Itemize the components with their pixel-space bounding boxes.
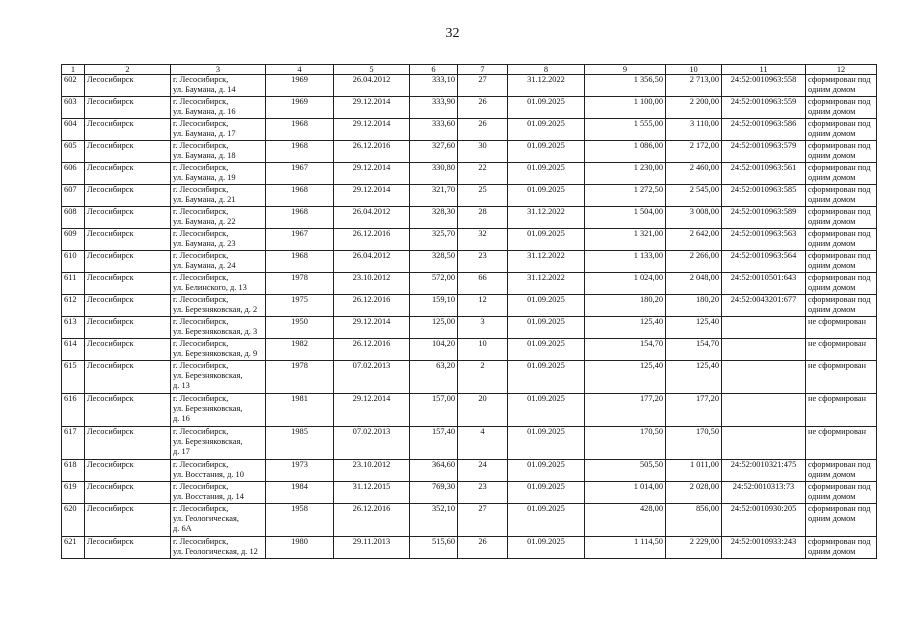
cell-col-8: 01.09.2025 [508,317,585,339]
cell-col-6: 325,70 [410,229,458,251]
cell-col-2: Лесосибирск [85,141,171,163]
cell-col-2: Лесосибирск [85,537,171,559]
cell-col-4: 1958 [266,504,334,537]
cell-col-10: 177,20 [666,394,722,427]
cell-col-2: Лесосибирск [85,394,171,427]
cell-col-8: 31.12.2022 [508,207,585,229]
cell-col-4: 1980 [266,537,334,559]
table-row [62,482,877,504]
cell-col-7: 27 [458,75,508,97]
cell-col-1: 612 [62,295,85,317]
cell-col-6: 327,60 [410,141,458,163]
cell-col-2: Лесосибирск [85,185,171,207]
cell-col-4: 1968 [266,207,334,229]
cell-col-8: 01.09.2025 [508,482,585,504]
cell-col-5: 29.12.2014 [334,119,410,141]
cell-col-10: 2 172,00 [666,141,722,163]
cell-col-12: сформирован под одним домом [806,207,877,229]
cell-col-12: сформирован под одним домом [806,504,877,537]
cell-col-4: 1981 [266,394,334,427]
cell-col-7: 22 [458,163,508,185]
table-row [62,273,877,295]
cell-col-10: 2 266,00 [666,251,722,273]
cell-col-1: 604 [62,119,85,141]
cell-col-8: 01.09.2025 [508,163,585,185]
cell-col-6: 125,00 [410,317,458,339]
cell-col-7: 23 [458,251,508,273]
cell-col-10: 170,50 [666,427,722,460]
cell-col-4: 1968 [266,185,334,207]
column-header-3: 3 [171,65,266,75]
cell-col-4: 1967 [266,163,334,185]
cell-col-4: 1984 [266,482,334,504]
cell-col-8: 01.09.2025 [508,394,585,427]
cell-col-5: 26.04.2012 [334,251,410,273]
page-number: 32 [445,26,460,41]
cell-col-11: 24:52:0010933:243 [722,537,806,559]
cell-col-7: 28 [458,207,508,229]
cell-col-7: 2 [458,361,508,394]
cell-col-6: 572,00 [410,273,458,295]
column-header-1: 1 [62,65,85,75]
cell-col-1: 611 [62,273,85,295]
cell-col-7: 23 [458,482,508,504]
cell-col-2: Лесосибирск [85,207,171,229]
cell-col-7: 32 [458,229,508,251]
cell-col-8: 01.09.2025 [508,141,585,163]
cell-col-8: 01.09.2025 [508,185,585,207]
cell-col-8: 31.12.2022 [508,273,585,295]
cell-col-3: г. Лесосибирск, ул. Березняковская, д. 9 [171,339,266,361]
cell-col-10: 154,70 [666,339,722,361]
cell-col-5: 07.02.2013 [334,427,410,460]
cell-col-12: сформирован под одним домом [806,185,877,207]
column-header-12: 12 [806,65,877,75]
cell-col-8: 01.09.2025 [508,537,585,559]
cell-col-12: не сформирован [806,394,877,427]
cell-col-12: сформирован под одним домом [806,141,877,163]
cell-col-12: сформирован под одним домом [806,75,877,97]
cell-col-9: 180,20 [585,295,666,317]
cell-col-5: 29.12.2014 [334,97,410,119]
cell-col-10: 125,40 [666,361,722,394]
cell-col-8: 01.09.2025 [508,295,585,317]
cell-col-4: 1982 [266,339,334,361]
cell-col-10: 2 460,00 [666,163,722,185]
cell-col-6: 333,60 [410,119,458,141]
cell-col-3: г. Лесосибирск, ул. Баумана, д. 21 [171,185,266,207]
cell-col-5: 29.11.2013 [334,537,410,559]
table-row [62,504,877,537]
column-header-9: 9 [585,65,666,75]
cell-col-10: 2 642,00 [666,229,722,251]
cell-col-10: 2 028,00 [666,482,722,504]
cell-col-1: 617 [62,427,85,460]
cell-col-12: сформирован под одним домом [806,229,877,251]
cell-col-6: 769,30 [410,482,458,504]
cell-col-5: 26.12.2016 [334,295,410,317]
cell-col-10: 2 229,00 [666,537,722,559]
column-header-7: 7 [458,65,508,75]
cell-col-7: 3 [458,317,508,339]
cell-col-7: 26 [458,537,508,559]
cell-col-5: 26.12.2016 [334,229,410,251]
cell-col-12: сформирован под одним домом [806,163,877,185]
cell-col-6: 330,80 [410,163,458,185]
cell-col-12: сформирован под одним домом [806,251,877,273]
cell-col-4: 1967 [266,229,334,251]
cell-col-9: 1 024,00 [585,273,666,295]
cell-col-2: Лесосибирск [85,163,171,185]
cell-col-3: г. Лесосибирск, ул. Березняковская, д. 16 [171,394,266,427]
cell-col-5: 26.12.2016 [334,141,410,163]
cell-col-2: Лесосибирск [85,251,171,273]
cell-col-9: 1 555,00 [585,119,666,141]
cell-col-10: 125,40 [666,317,722,339]
cell-col-3: г. Лесосибирск, ул. Баумана, д. 17 [171,119,266,141]
cell-col-10: 856,00 [666,504,722,537]
cell-col-8: 01.09.2025 [508,229,585,251]
cell-col-4: 1985 [266,427,334,460]
table-row [62,361,877,394]
table-row [62,394,877,427]
table-row [62,207,877,229]
cell-col-11: 24:52:0010501:643 [722,273,806,295]
cell-col-4: 1968 [266,251,334,273]
cell-col-4: 1975 [266,295,334,317]
column-header-5: 5 [334,65,410,75]
cell-col-3: г. Лесосибирск, ул. Баумана, д. 23 [171,229,266,251]
cell-col-9: 1 014,00 [585,482,666,504]
table-row [62,427,877,460]
cell-col-10: 1 011,00 [666,460,722,482]
cell-col-7: 30 [458,141,508,163]
cell-col-6: 364,60 [410,460,458,482]
table-row [62,97,877,119]
table-row [62,317,877,339]
cell-col-11: 24:52:0010313:73 [722,482,806,504]
cell-col-9: 154,70 [585,339,666,361]
cell-col-3: г. Лесосибирск, ул. Баумана, д. 19 [171,163,266,185]
cell-col-12: сформирован под одним домом [806,460,877,482]
cell-col-5: 29.12.2014 [334,317,410,339]
cell-col-5: 23.10.2012 [334,460,410,482]
cell-col-4: 1973 [266,460,334,482]
cell-col-5: 29.12.2014 [334,185,410,207]
cell-col-8: 31.12.2022 [508,75,585,97]
cell-col-10: 2 545,00 [666,185,722,207]
cell-col-9: 1 133,00 [585,251,666,273]
cell-col-7: 20 [458,394,508,427]
cell-col-9: 177,20 [585,394,666,427]
cell-col-5: 26.04.2012 [334,207,410,229]
cell-col-11: 24:52:0010963:585 [722,185,806,207]
cell-col-12: сформирован под одним домом [806,273,877,295]
cell-col-1: 613 [62,317,85,339]
cell-col-12: не сформирован [806,339,877,361]
cell-col-11 [722,394,806,427]
cell-col-2: Лесосибирск [85,361,171,394]
cell-col-2: Лесосибирск [85,339,171,361]
cell-col-8: 31.12.2022 [508,251,585,273]
cell-col-2: Лесосибирск [85,75,171,97]
cell-col-12: сформирован под одним домом [806,482,877,504]
housing-register-table [61,64,877,559]
cell-col-11: 24:52:0010963:558 [722,75,806,97]
cell-col-11 [722,317,806,339]
cell-col-7: 10 [458,339,508,361]
cell-col-12: сформирован под одним домом [806,537,877,559]
cell-col-2: Лесосибирск [85,229,171,251]
cell-col-10: 2 048,00 [666,273,722,295]
cell-col-9: 1 100,00 [585,97,666,119]
cell-col-3: г. Лесосибирск, ул. Баумана, д. 16 [171,97,266,119]
cell-col-5: 26.12.2016 [334,504,410,537]
cell-col-4: 1968 [266,141,334,163]
cell-col-3: г. Лесосибирск, ул. Восстания, д. 14 [171,482,266,504]
cell-col-9: 125,40 [585,361,666,394]
cell-col-7: 27 [458,504,508,537]
cell-col-10: 2 200,00 [666,97,722,119]
cell-col-5: 29.12.2014 [334,394,410,427]
cell-col-8: 01.09.2025 [508,339,585,361]
column-header-8: 8 [508,65,585,75]
cell-col-1: 615 [62,361,85,394]
table-row [62,537,877,559]
table-row [62,339,877,361]
cell-col-11: 24:52:0010963:563 [722,229,806,251]
cell-col-2: Лесосибирск [85,427,171,460]
cell-col-8: 01.09.2025 [508,97,585,119]
column-header-2: 2 [85,65,171,75]
cell-col-5: 26.12.2016 [334,339,410,361]
cell-col-9: 505,50 [585,460,666,482]
column-header-4: 4 [266,65,334,75]
cell-col-1: 602 [62,75,85,97]
cell-col-11: 24:52:0010963:579 [722,141,806,163]
cell-col-6: 157,00 [410,394,458,427]
cell-col-11: 24:52:0010963:589 [722,207,806,229]
cell-col-9: 1 114,50 [585,537,666,559]
cell-col-3: г. Лесосибирск, ул. Геологическая, д. 6А [171,504,266,537]
cell-col-5: 29.12.2014 [334,163,410,185]
cell-col-3: г. Лесосибирск, ул. Березняковская, д. 17 [171,427,266,460]
cell-col-1: 614 [62,339,85,361]
cell-col-7: 25 [458,185,508,207]
cell-col-3: г. Лесосибирск, ул. Березняковская, д. 3 [171,317,266,339]
table-row [62,185,877,207]
cell-col-10: 180,20 [666,295,722,317]
cell-col-2: Лесосибирск [85,317,171,339]
cell-col-12: не сформирован [806,427,877,460]
cell-col-1: 609 [62,229,85,251]
cell-col-5: 07.02.2013 [334,361,410,394]
cell-col-3: г. Лесосибирск, ул. Восстания, д. 10 [171,460,266,482]
cell-col-8: 01.09.2025 [508,119,585,141]
cell-col-9: 125,40 [585,317,666,339]
cell-col-10: 3 008,00 [666,207,722,229]
cell-col-6: 63,20 [410,361,458,394]
cell-col-8: 01.09.2025 [508,361,585,394]
table-row [62,75,877,97]
cell-col-11: 24:52:0010321:475 [722,460,806,482]
cell-col-1: 607 [62,185,85,207]
cell-col-11: 24:52:0010963:559 [722,97,806,119]
cell-col-10: 3 110,00 [666,119,722,141]
cell-col-4: 1969 [266,75,334,97]
cell-col-3: г. Лесосибирск, ул. Березняковская, д. 13 [171,361,266,394]
cell-col-8: 01.09.2025 [508,460,585,482]
cell-col-7: 26 [458,97,508,119]
column-number-row [62,65,877,75]
cell-col-8: 01.09.2025 [508,427,585,460]
cell-col-11: 24:52:0010963:586 [722,119,806,141]
cell-col-9: 170,50 [585,427,666,460]
cell-col-11 [722,361,806,394]
cell-col-6: 333,10 [410,75,458,97]
table-row [62,460,877,482]
cell-col-1: 620 [62,504,85,537]
table-row [62,141,877,163]
cell-col-11 [722,339,806,361]
cell-col-11 [722,427,806,460]
cell-col-3: г. Лесосибирск, ул. Баумана, д. 18 [171,141,266,163]
column-header-11: 11 [722,65,806,75]
cell-col-3: г. Лесосибирск, ул. Баумана, д. 24 [171,251,266,273]
cell-col-7: 24 [458,460,508,482]
cell-col-4: 1969 [266,97,334,119]
cell-col-6: 515,60 [410,537,458,559]
cell-col-7: 12 [458,295,508,317]
cell-col-5: 31.12.2015 [334,482,410,504]
cell-col-2: Лесосибирск [85,97,171,119]
cell-col-1: 608 [62,207,85,229]
cell-col-11: 24:52:0010930:205 [722,504,806,537]
column-header-10: 10 [666,65,722,75]
cell-col-1: 616 [62,394,85,427]
cell-col-1: 605 [62,141,85,163]
cell-col-7: 26 [458,119,508,141]
cell-col-4: 1950 [266,317,334,339]
cell-col-2: Лесосибирск [85,482,171,504]
cell-col-2: Лесосибирск [85,273,171,295]
cell-col-1: 621 [62,537,85,559]
table-row [62,229,877,251]
cell-col-2: Лесосибирск [85,119,171,141]
cell-col-7: 4 [458,427,508,460]
cell-col-6: 104,20 [410,339,458,361]
cell-col-9: 1 230,00 [585,163,666,185]
column-header-6: 6 [410,65,458,75]
table-row [62,163,877,185]
table-row [62,295,877,317]
cell-col-9: 1 356,50 [585,75,666,97]
cell-col-11: 24:52:0010963:564 [722,251,806,273]
cell-col-6: 328,50 [410,251,458,273]
cell-col-9: 1 272,50 [585,185,666,207]
cell-col-1: 619 [62,482,85,504]
table-row [62,251,877,273]
cell-col-2: Лесосибирск [85,295,171,317]
cell-col-2: Лесосибирск [85,504,171,537]
cell-col-7: 66 [458,273,508,295]
cell-col-5: 23.10.2012 [334,273,410,295]
cell-col-8: 01.09.2025 [508,504,585,537]
cell-col-2: Лесосибирск [85,460,171,482]
cell-col-9: 1 086,00 [585,141,666,163]
table-body [62,75,877,559]
table-row [62,119,877,141]
cell-col-12: сформирован под одним домом [806,295,877,317]
cell-col-3: г. Лесосибирск, ул. Геологическая, д. 12 [171,537,266,559]
cell-col-3: г. Лесосибирск, ул. Баумана, д. 22 [171,207,266,229]
cell-col-12: не сформирован [806,361,877,394]
cell-col-1: 618 [62,460,85,482]
cell-col-4: 1978 [266,361,334,394]
cell-col-6: 333,90 [410,97,458,119]
cell-col-10: 2 713,00 [666,75,722,97]
cell-col-6: 321,70 [410,185,458,207]
cell-col-1: 610 [62,251,85,273]
cell-col-5: 26.04.2012 [334,75,410,97]
cell-col-6: 159,10 [410,295,458,317]
cell-col-11: 24:52:0010963:561 [722,163,806,185]
cell-col-12: не сформирован [806,317,877,339]
cell-col-3: г. Лесосибирск, ул. Белинского, д. 13 [171,273,266,295]
cell-col-6: 328,30 [410,207,458,229]
cell-col-9: 1 504,00 [585,207,666,229]
cell-col-11: 24:52:0043201:677 [722,295,806,317]
cell-col-9: 428,00 [585,504,666,537]
cell-col-3: г. Лесосибирск, ул. Березняковская, д. 2 [171,295,266,317]
cell-col-4: 1978 [266,273,334,295]
cell-col-9: 1 321,00 [585,229,666,251]
cell-col-3: г. Лесосибирск, ул. Баумана, д. 14 [171,75,266,97]
cell-col-1: 603 [62,97,85,119]
cell-col-12: сформирован под одним домом [806,97,877,119]
cell-col-6: 352,10 [410,504,458,537]
cell-col-4: 1968 [266,119,334,141]
cell-col-6: 157,40 [410,427,458,460]
cell-col-12: сформирован под одним домом [806,119,877,141]
cell-col-1: 606 [62,163,85,185]
